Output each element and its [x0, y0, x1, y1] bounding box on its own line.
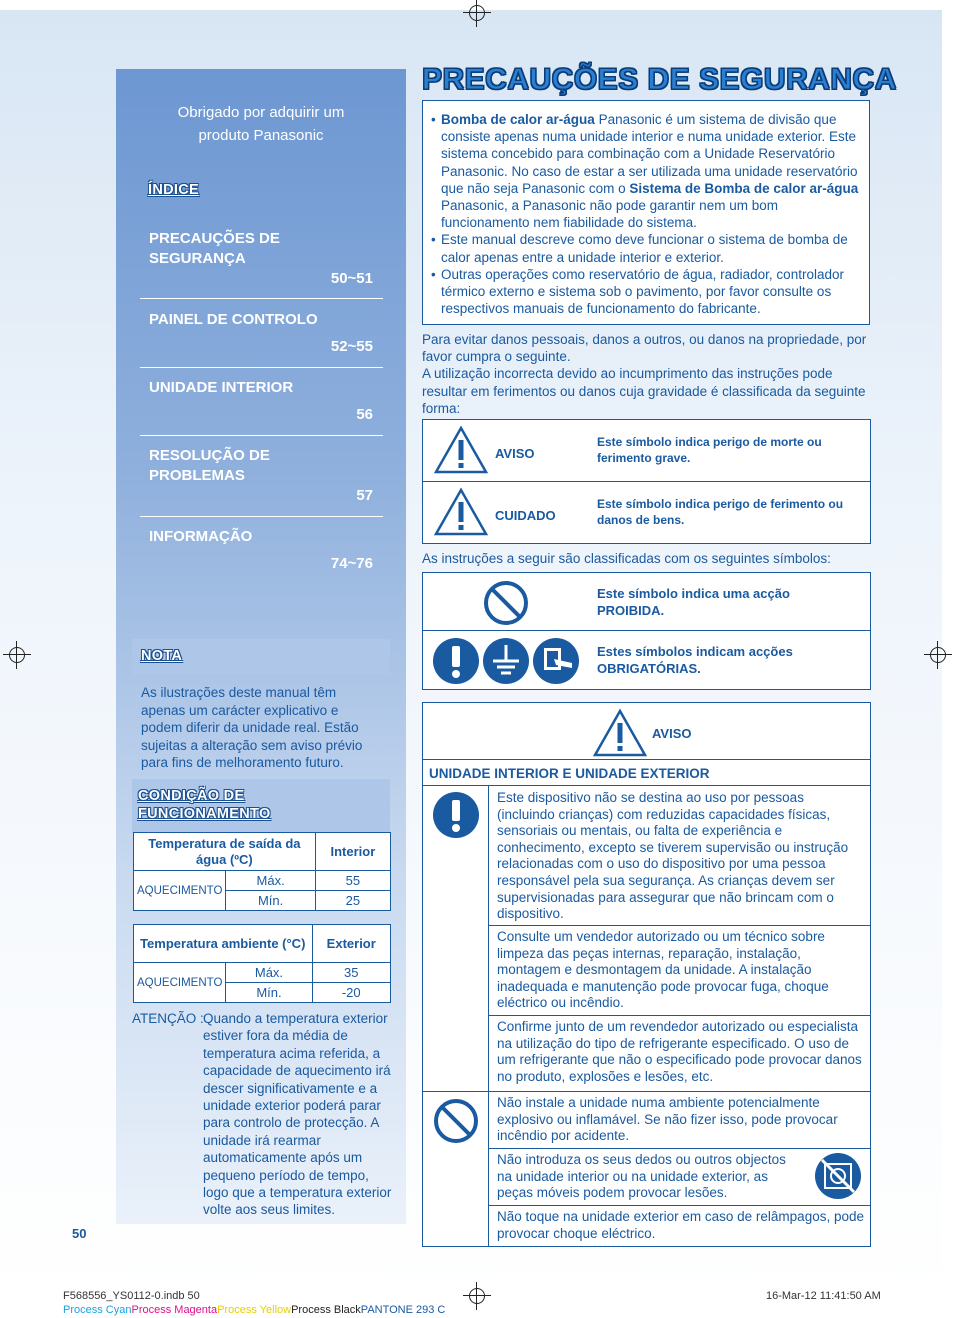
caution-desc: Este símbolo indica perigo de ferimento ou danos de bens. — [597, 497, 844, 527]
exclamation-mandatory-icon — [432, 791, 480, 839]
divider — [140, 516, 383, 517]
intro-box: • Bomba de calor ar-água Panasonic é um sistema de divisão que consiste apenas numa unidade interior e numa unidade exterior. Este sistema concebido para combinação com a Unidade Reservatório Panasonic. No caso de estar a ser utilizada uma unidade reservatório que não seja Panasonic com o Sistema de Bomba de calor ar-água Panasonic, a Panasonic não pode garantir nem um bom funcionamento nem fiabilidade do sistema. • Este manual descreve como deve funcionar o sistema de bomba de calor apenas entre a unidade interior e exterior. • Outras operações como reservatório de água, radiador, controlador térmico externo e sistema sob o pavimento, por favor consulte os respectivos manuais de funcionamento do fabricante. — [422, 100, 870, 325]
registration-mark-icon — [463, 1282, 491, 1310]
attention-label: ATENÇÃO : — [132, 1011, 204, 1026]
toc-item-control-panel[interactable]: PAINEL DE CONTROLO 52~55 — [149, 311, 373, 355]
warning-item: Não introduza os seus dedos ou outros objectos na unidade interior ou na unidade exterior, as peças móveis podem provocar lesões. — [497, 1152, 786, 1201]
page-number: 50 — [72, 1226, 87, 1241]
registration-mark-icon — [924, 641, 952, 669]
warning-triangle-icon — [434, 425, 488, 475]
ambient-temp-table: Temperatura ambiente (°C) Exterior AQUECIMENTO Máx. 35 Mín. -20 — [133, 924, 391, 1003]
ground-icon — [482, 637, 530, 685]
warning-triangle-icon — [593, 708, 647, 758]
warning-section-label: AVISO — [652, 726, 692, 741]
registration-mark-icon — [463, 0, 491, 27]
warning-item: Não toque na unidade exterior em caso de relâmpagos, pode provocar choque eléctrico. — [497, 1209, 864, 1241]
toc-item-safety[interactable]: PRECAUÇÕES DE SEGURANÇA 50~51 — [149, 230, 373, 287]
toc-page: 52~55 — [330, 338, 373, 355]
caution-triangle-icon — [434, 487, 488, 537]
divider — [140, 367, 383, 368]
toc-item-troubleshooting[interactable]: RESOLUÇÃO DE PROBLEMAS 57 — [149, 447, 373, 504]
caution-row — [422, 481, 871, 544]
toc-page: 56 — [356, 406, 373, 423]
exclamation-mandatory-icon — [432, 637, 480, 685]
unplug-icon — [532, 637, 580, 685]
toc-item-information[interactable]: INFORMAÇÃO 74~76 — [149, 528, 373, 572]
divider — [140, 298, 383, 299]
prohibited-icon — [482, 579, 530, 627]
caution-label: CUIDADO — [495, 508, 556, 523]
warning-item: Este dispositivo não se destina ao uso por pessoas (incluindo crianças) com reduzidas capacidades físicas, sensoriais ou mentais, ou falta de experiência e conhecimento, excepto se tiverem supervisão ou instrução relacionadas com o uso do dispositivo por uma pessoa responsável pela sua segurança. As crianças devem ser supervisionadas para assegurar que não brincam com o dispositivo. — [497, 790, 849, 922]
divider — [140, 435, 383, 436]
toc-page: 57 — [356, 487, 373, 504]
operating-condition-title: CONDIÇÃO DE FUNCIONAMENTO — [138, 788, 271, 822]
toc-page: 50~51 — [330, 270, 373, 287]
warning-row — [422, 419, 871, 482]
footer-colors: Process CyanProcess MagentaProcess YellowProcess BlackPANTONE 293 C — [63, 1304, 446, 1316]
intro-paragraph: Para evitar danos pessoais, danos a outros, ou danos na propriedade, por favor cumpra o seguinte. A utilização incorrecta devido ao incumprimento das instruções pode resultar em ferimentos ou danos cuja gravidade é classificada da seguinte forma: — [422, 332, 867, 416]
page-title: PRECAUÇÕES DE SEGURANÇA — [422, 63, 897, 96]
warning-item: Consulte um vendedor autorizado ou um técnico sobre limpeza das peças internas, reparação, instalação, montagem e desmontagem da unidade. A instalação inadequada e manutenção pode provocar fuga, choque eléctrico ou incêndio. — [497, 929, 829, 1011]
prohibited-desc: Este símbolo indica uma acção PROIBIDA. — [597, 586, 790, 618]
footer-file: F568556_YS0112-0.indb 50 — [63, 1290, 200, 1302]
note-text: As ilustrações deste manual têm apenas um carácter explicativo e podem diferir da unidade real. Estão sujeitas a alteração sem aviso prévio para fins de melhoramento futuro. — [141, 685, 363, 770]
no-fingers-icon — [814, 1152, 862, 1200]
index-heading: ÍNDICE — [148, 182, 199, 198]
warning-item: Confirme junto de um revendedor autorizado ou especialista na utilização do tipo de refrigerante especificado. O uso de um refrigerante que não o especificado pode provocar danos no produto, explosões e lesões, etc. — [497, 1019, 862, 1084]
toc-page: 74~76 — [330, 555, 373, 572]
symbols-intro: As instruções a seguir são classificadas com os seguintes símbolos: — [422, 551, 831, 566]
water-temp-table: Temperatura de saída da água (ºC) Interior AQUECIMENTO Máx. 55 Mín. 25 — [133, 832, 391, 911]
warning-item: Não instale a unidade numa ambiente potencialmente explosivo ou inflamável. Se não fizer isso, pode provocar incêndio por acidente. — [497, 1095, 838, 1144]
registration-mark-icon — [3, 641, 31, 669]
note-title: NOTA — [141, 648, 183, 664]
mandatory-row — [422, 630, 871, 690]
mandatory-desc: Estes símbolos indicam acções OBRIGATÓRIAS. — [597, 644, 793, 676]
prohibited-row — [422, 572, 871, 631]
toc-item-indoor-unit[interactable]: UNIDADE INTERIOR 56 — [149, 379, 373, 423]
attention-text: Quando a temperatura exterior estiver fora da média de temperatura acima referida, a capacidade de aquecimento irá descer significativamente e a unidade exterior poderá parar para controlo de protecção. A unidade irá rearmar automaticamente após um pequeno período de tempo, logo que a temperatura exterior volte aos seus limites. — [203, 1011, 392, 1218]
prohibited-icon — [432, 1097, 480, 1145]
thanks-text: Obrigado por adquirir um produto Panasonic — [177, 104, 345, 144]
footer-date: 16-Mar-12 11:41:50 AM — [766, 1290, 881, 1302]
warning-section-subtitle: UNIDADE INTERIOR E UNIDADE EXTERIOR — [429, 766, 710, 781]
warning-desc: Este símbolo indica perigo de morte ou ferimento grave. — [597, 435, 822, 465]
warning-label: AVISO — [495, 446, 535, 461]
warning-section — [422, 702, 871, 1247]
